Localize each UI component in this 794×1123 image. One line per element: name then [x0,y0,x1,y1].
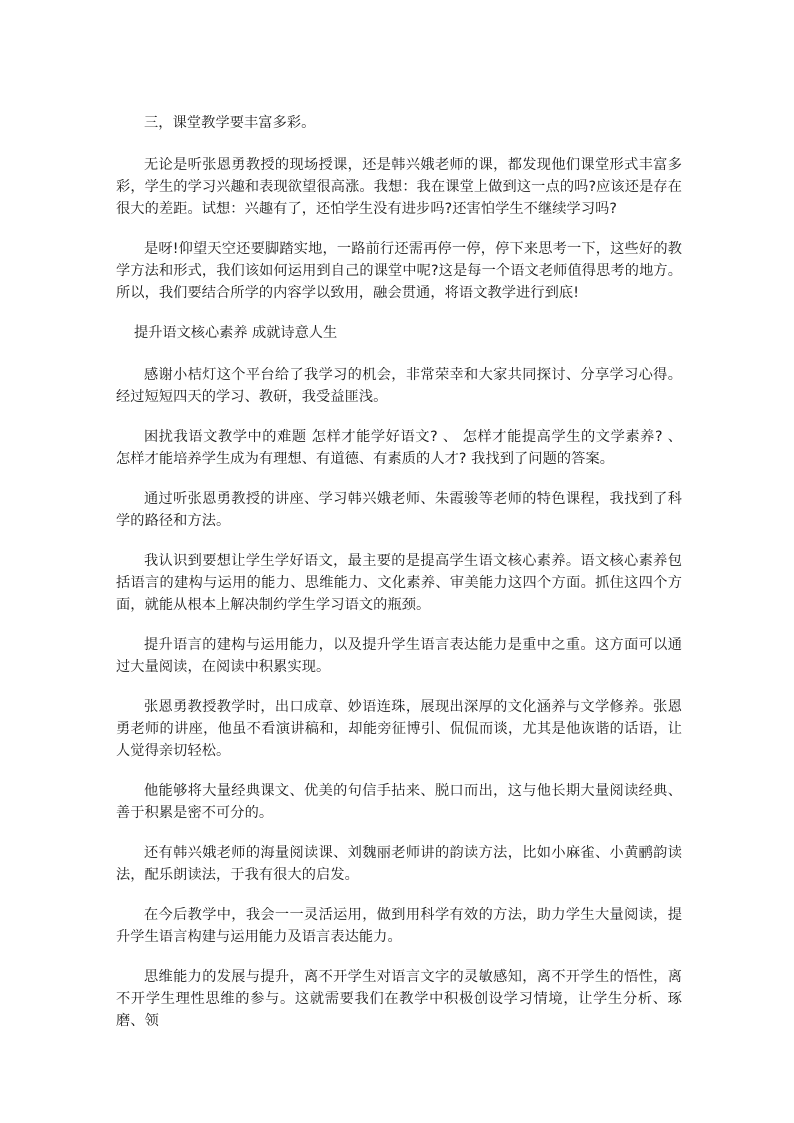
article-title: 提升语文核心素养 成就诗意人生 [134,325,338,341]
paragraph-classroom-forms: 无论是听张恩勇教授的现场授课，还是韩兴娥老师的课，都发现他们课堂形式丰富多彩，学生的学习兴趣和表现欲望很高涨。我想：我在课堂上做到这一点的吗?应该还是存在很大的差距。试想：兴趣有了，还怕学生没有进步吗?还害怕学生不继续学习吗? [116,157,682,217]
section-three-heading: 三，课堂教学要丰富多彩。 [144,115,316,131]
paragraph-classics: 他能够将大量经典课文、优美的句信手拈来、脱口而出，这与他长期大量阅读经典、善于积累是密不可分的。 [116,783,682,821]
document-page [116,112,682,1050]
paragraph-reflection: 是呀!仰望天空还要脚踏实地，一路前行还需再停一停，停下来思考一下，这些好的教学方法和形式，我们该如何运用到自己的课堂中呢?这是每一个语文老师值得思考的地方。所以，我们要结合所学的内容学以致用，融会贯通，将语文教学进行到底! [116,241,682,301]
paragraph-path: 通过听张恩勇教授的讲座、学习韩兴娥老师、朱霞骏等老师的特色课程，我找到了科学的路径和方法。 [116,491,682,529]
paragraph-future-teaching: 在今后教学中，我会一一灵活运用，做到用科学有效的方法，助力学生大量阅读，提升学生语言构建与运用能力及语言表达能力。 [116,907,682,945]
paragraph-problems: 困扰我语文教学中的难题 怎样才能学好语文? 、 怎样才能提高学生的文学素养? 、 怎样才能培养学生成为有理想、有道德、有素质的人才? 我找到了问题的答案。 [116,429,682,467]
paragraph-professor-lecture: 张恩勇教授教学时，出口成章、妙语连珠，展现出深厚的文化涵养与文学修养。张恩勇老师的讲座，他虽不看演讲稿和，却能旁征博引、侃侃而谈，尤其是他诙谐的话语，让人觉得亲切轻松。 [116,699,682,759]
paragraph-reading-methods: 还有韩兴娥老师的海量阅读课、刘魏丽老师讲的韵读方法，比如小麻雀、小黄鹂韵读法，配乐朗读法，于我有很大的启发。 [116,845,682,883]
paragraph-core-literacy: 我认识到要想让学生学好语文，最主要的是提高学生语文核心素养。语文核心素养包括语言的建构与运用的能力、思维能力、文化素养、审美能力这四个方面。抓住这四个方面，就能从根本上解决制约学生学习语文的瓶颈。 [116,553,682,613]
paragraph-thanks: 感谢小桔灯这个平台给了我学习的机会，非常荣幸和大家共同探讨、分享学习心得。经过短短四天的学习、教研，我受益匪浅。 [116,367,682,405]
paragraph-language-ability: 提升语言的建构与运用能力，以及提升学生语言表达能力是重中之重。这方面可以通过大量阅读，在阅读中积累实现。 [116,637,682,675]
paragraph-thinking-ability: 思维能力的发展与提升，离不开学生对语言文字的灵敏感知，离不开学生的悟性，离不开学生理性思维的参与。这就需要我们在教学中积极创设学习情境，让学生分析、琢磨、领 [116,969,682,1029]
